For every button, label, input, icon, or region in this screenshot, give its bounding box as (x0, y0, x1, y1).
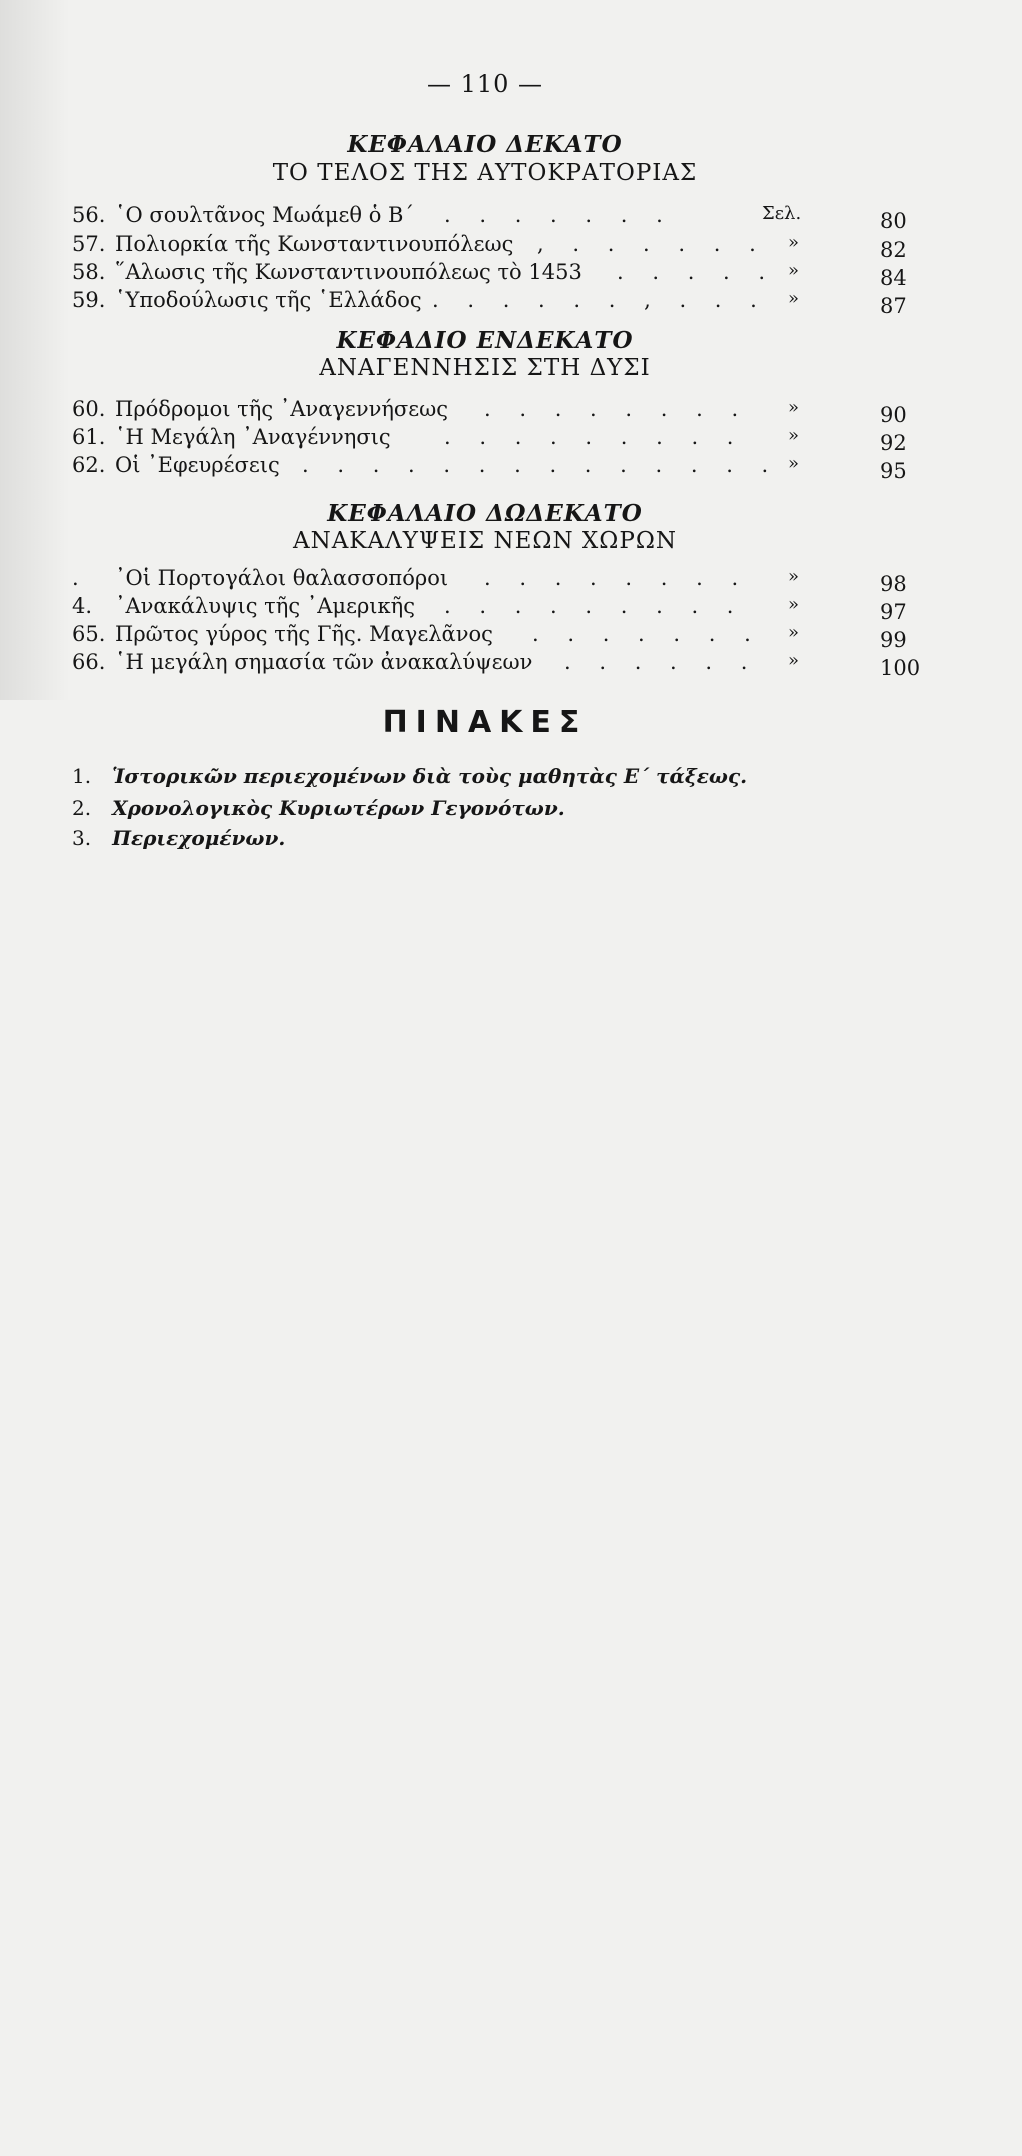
entry-leader-dots: . . . . . . . . . . . . . . (302, 453, 780, 477)
entry-title: ῞Αλωσις τῆς Κωνσταντινουπόλεως τὸ 1453 (115, 260, 582, 284)
entry-page-number: 100 (880, 656, 921, 680)
entry-number: 60. (72, 397, 106, 421)
entry-number: 66. (72, 650, 106, 674)
chapter-subtitle: ΤΟ ΤΕΛΟΣ ΤΗΣ ΑΥΤΟΚΡΑΤΟΡΙΑΣ (272, 160, 698, 186)
toc-entry (72, 425, 932, 455)
entry-number: 4. (72, 594, 93, 618)
item-text: Ἱστορικῶν περιεχομένων διὰ τοὺς μαθητὰς Ε΄ τάξεως. (112, 764, 748, 788)
entry-page-label: » (788, 260, 800, 281)
entry-leader-dots: . . . . . (617, 260, 777, 284)
item-text: Χρονολογικὸς Κυριωτέρων Γεγονότων. (112, 796, 565, 820)
entry-page-number: 84 (880, 266, 907, 290)
toc-entry (72, 622, 932, 652)
item-text: Περιεχομένων. (112, 826, 286, 850)
entry-leader-dots: . . . . . . . . . (444, 425, 745, 449)
entry-leader-dots: . . . . . . . (532, 622, 762, 646)
chapter-subtitle: ΑΝΑΚΑΛΥΨΕΙΣ ΝΕΩΝ ΧΩΡΩΝ (292, 528, 678, 554)
entry-number: 57. (72, 232, 106, 256)
chapter-title: ΚΕΦΑΛΑΙΟ ΔΕΚΑΤΟ (347, 131, 623, 158)
entry-page-label: » (788, 232, 800, 253)
entry-title: ᾿Οἱ Πορτογάλοι θαλασσοπόροι (115, 566, 449, 590)
entry-page-label: » (788, 566, 800, 587)
entry-page-label: » (788, 397, 800, 418)
entry-number: 61. (72, 425, 106, 449)
entry-leader-dots: , . . . . . . (537, 232, 767, 256)
entry-page-number: 80 (880, 209, 907, 233)
entry-page-number: 95 (880, 459, 907, 483)
entry-number: 56. (72, 203, 106, 227)
entry-title: ῾Η μεγάλη σημασία τῶν ἀνακαλύψεων (115, 650, 533, 674)
toc-entry (72, 260, 932, 290)
entry-leader-dots: . . . . . . . . . (444, 594, 745, 618)
page-number: — 110 — (426, 70, 544, 98)
entry-page-label: » (788, 650, 800, 671)
entry-title: ῾Υποδούλωσις τῆς ῾Ελλάδος (115, 288, 422, 312)
toc-entry (72, 650, 932, 680)
entry-page-number: 99 (880, 628, 907, 652)
entry-number: 58. (72, 260, 106, 284)
toc-entry (72, 232, 932, 262)
entry-page-number: 87 (880, 294, 907, 318)
entry-title: ῾Η Μεγάλη ᾿Αναγέννησις (115, 425, 391, 449)
entry-page-number: 92 (880, 431, 907, 455)
entry-page-number: 82 (880, 238, 907, 262)
entry-page-number: 98 (880, 572, 907, 596)
item-number: 3. (72, 826, 92, 850)
toc-entry (72, 397, 932, 427)
entry-number: 59. (72, 288, 106, 312)
entry-title: Πρῶτος γύρος τῆς Γῆς. Μαγελᾶνος (115, 622, 493, 646)
entry-title: ᾿Ανακάλυψις τῆς ᾿Αμερικῆς (115, 594, 416, 618)
entry-page-number: 90 (880, 403, 907, 427)
chapter-title: ΚΕΦΑΛΑΙΟ ΔΩΔΕΚΑΤΟ (327, 500, 643, 527)
entry-leader-dots: . . . . . . . (444, 203, 674, 227)
entry-number: . (72, 566, 79, 590)
tables-list-item (72, 826, 285, 850)
toc-entry (72, 594, 932, 624)
toc-entry (72, 203, 932, 233)
tables-heading: ΠΙΝΑΚΕΣ (382, 705, 588, 740)
entry-leader-dots: . . . . . . . . (484, 566, 750, 590)
item-number: 1. (72, 764, 92, 788)
tables-list-item (72, 796, 565, 820)
entry-number: 62. (72, 453, 106, 477)
entry-title: Πρόδρομοι τῆς ᾿Αναγεννήσεως (115, 397, 449, 421)
item-number: 2. (72, 796, 92, 820)
entry-page-label: Σελ. (762, 203, 802, 224)
entry-leader-dots: . . . . . . (564, 650, 759, 674)
entry-page-label: » (788, 288, 800, 309)
entry-title: ῾Ο σουλτᾶνος Μωάμεθ ὁ Β΄ (115, 203, 414, 227)
tables-list-item (72, 764, 747, 788)
entry-title: Πολιορκία τῆς Κωνσταντινουπόλεως (115, 232, 514, 256)
entry-page-label: » (788, 425, 800, 446)
entry-page-label: » (788, 622, 800, 643)
entry-page-number: 97 (880, 600, 907, 624)
toc-entry (72, 453, 932, 483)
toc-entry (72, 566, 932, 596)
chapter-subtitle: ΑΝΑΓΕΝΝΗΣΙΣ ΣΤΗ ΔΥΣΙ (319, 355, 651, 381)
toc-entry (72, 288, 932, 318)
entry-leader-dots: . . . . . . , . . . (432, 288, 768, 312)
entry-page-label: » (788, 594, 800, 615)
entry-page-label: » (788, 453, 800, 474)
entry-number: 65. (72, 622, 106, 646)
entry-leader-dots: . . . . . . . . (484, 397, 750, 421)
entry-title: Οἱ ᾿Εφευρέσεις (115, 453, 280, 477)
chapter-title: ΚΕΦΑΔΙΟ ΕΝΔΕΚΑΤΟ (336, 327, 634, 354)
